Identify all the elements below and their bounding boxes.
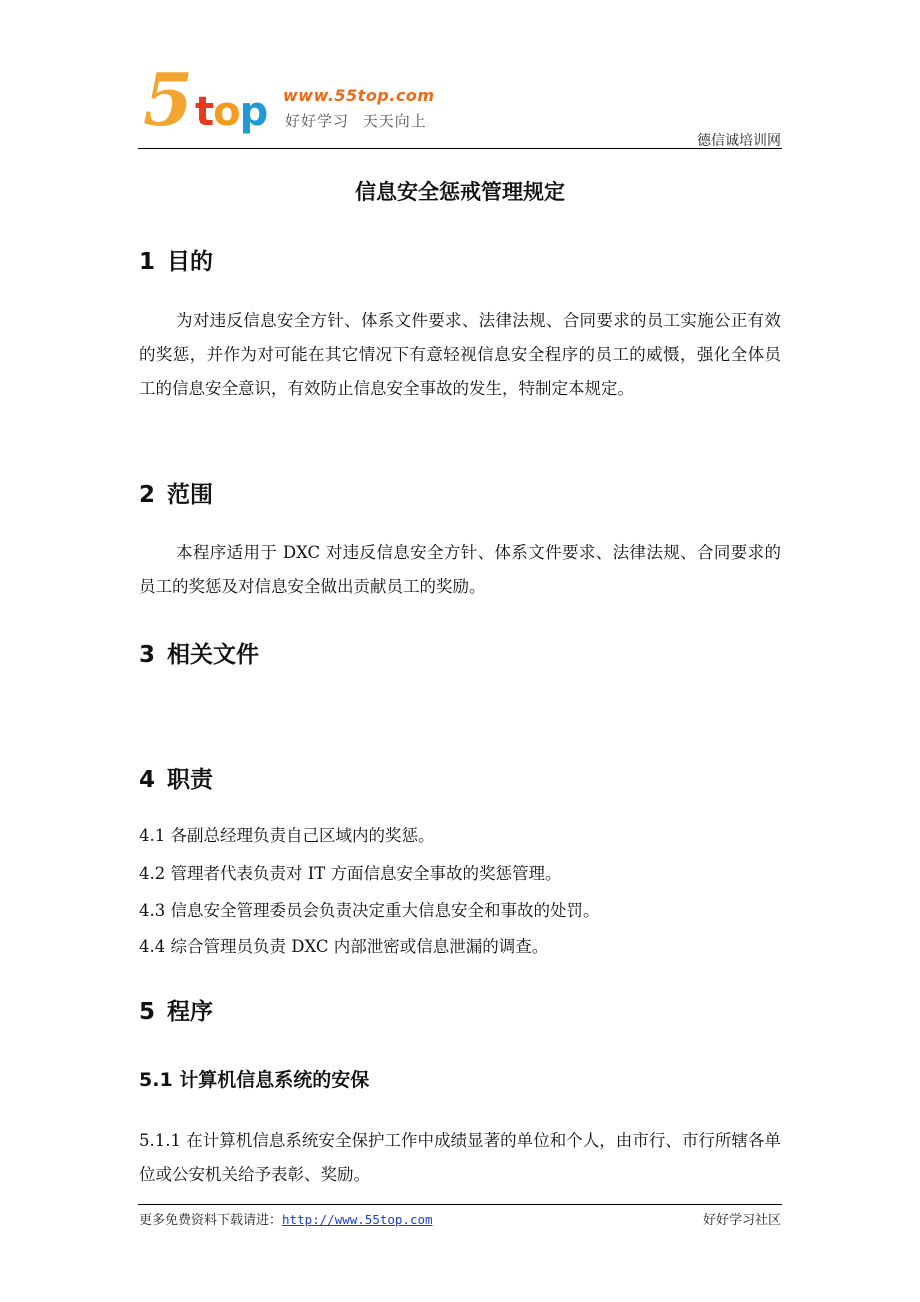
section-1-body: 为对违反信息安全方针、体系文件要求、法律法规、合同要求的员工实施公正有效的奖惩，并作为对可能在其它情况下有意轻视信息安全程序的员工的威慑，强化全体员工的信息安全意识，有效防止信息安全事故的发生，特制定本规定。 — [139, 311, 781, 398]
list-item: 4.1 各副总经理负责自己区域内的奖惩。 — [139, 826, 435, 845]
header-site-name: 德信诚培训网 — [697, 133, 781, 149]
document-title: 信息安全惩戒管理规定 — [355, 180, 565, 204]
header-divider — [138, 148, 782, 149]
logo-numeral: 5 — [143, 57, 184, 142]
list-item: 4.2 管理者代表负责对 IT 方面信息安全事故的奖惩管理。 — [139, 864, 562, 883]
logo-brand: top — [195, 89, 268, 135]
section-4-heading: 4 职责 — [139, 767, 214, 793]
section-2-heading: 2 范围 — [139, 482, 214, 508]
site-logo[interactable] — [143, 57, 453, 144]
section-3-heading: 3 相关文件 — [139, 642, 260, 668]
logo-url: www.55top.com — [283, 86, 435, 105]
footer-note — [139, 1209, 433, 1228]
section-5-heading: 5 程序 — [139, 999, 214, 1025]
list-item: 4.3 信息安全管理委员会负责决定重大信息安全和事故的处罚。 — [139, 901, 600, 920]
section-5-1-heading: 5.1 计算机信息系统的安保 — [139, 1069, 370, 1091]
footer-divider — [138, 1204, 782, 1205]
section-2-body: 本程序适用于 DXC 对违反信息安全方针、体系文件要求、法律法规、合同要求的员工的奖惩及对信息安全做出贡献员工的奖励。 — [139, 543, 781, 596]
footer-site-name: 好好学习社区 — [702, 1213, 781, 1228]
footer-text: 更多免费资料下载请进： — [139, 1213, 283, 1228]
section-5-1-1-body: 5.1.1 在计算机信息系统安全保护工作中成绩显著的单位和个人，由市行、市行所辖各单位或公安机关给予表彰、奖励。 — [139, 1131, 781, 1184]
section-1-heading: 1 目的 — [139, 249, 214, 275]
list-item: 4.4 综合管理员负责 DXC 内部泄密或信息泄漏的调查。 — [139, 937, 549, 956]
footer-link[interactable]: http://www.55top.com — [282, 1212, 433, 1227]
logo-slogan: 好好学习 天天向上 — [285, 112, 427, 130]
